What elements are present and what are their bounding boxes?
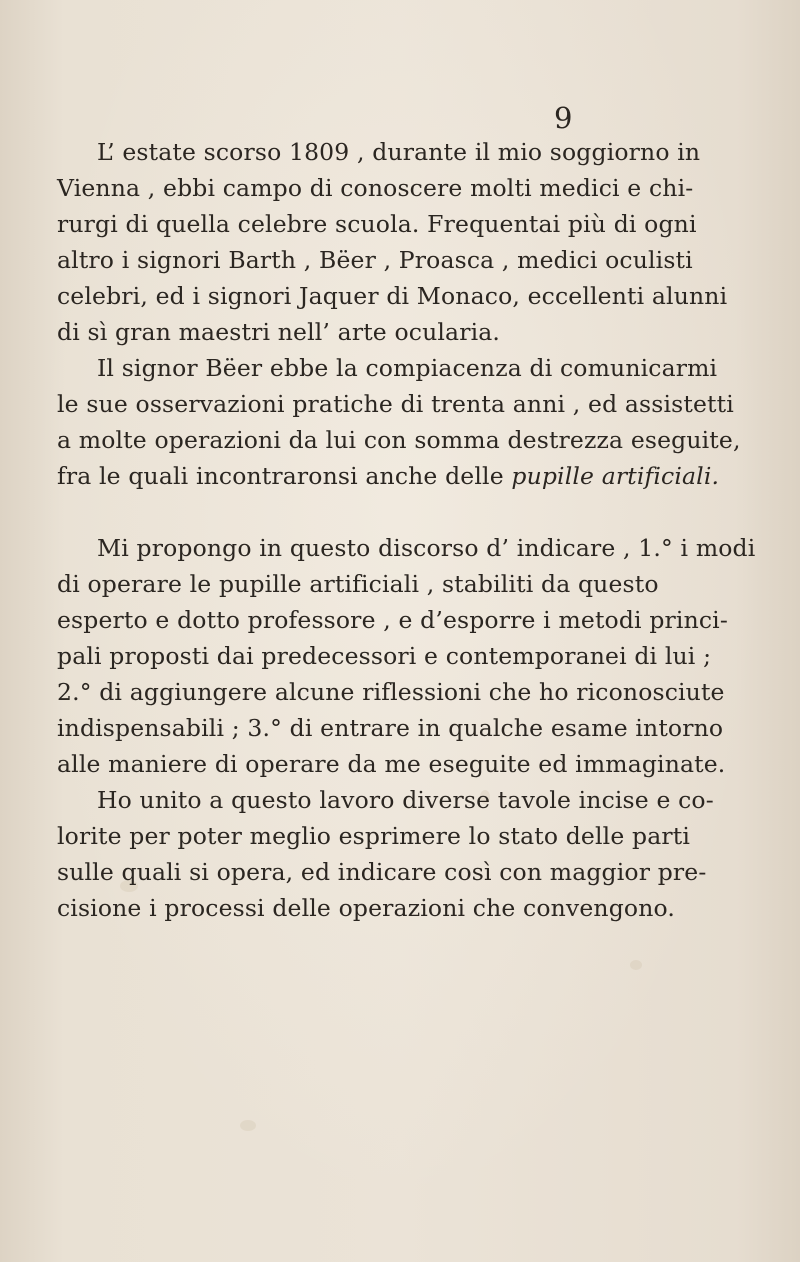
text-line: Vienna , ebbi campo di conoscere molti medici e chi- <box>57 174 694 202</box>
text-line: Ho unito a questo lavoro diverse tavole incise e co- <box>97 786 714 814</box>
text-line: esperto e dotto professore , e d’esporre i metodi princi- <box>57 606 728 634</box>
text-span: fra le quali incontraronsi anche delle <box>57 462 512 490</box>
text-line <box>57 459 719 493</box>
text-line: cisione i processi delle operazioni che convengono. <box>57 894 675 922</box>
text-line: 2.° di aggiungere alcune riflessioni che ho riconosciute <box>57 678 725 706</box>
text-line: le sue osservazioni pratiche di trenta anni , ed assistetti <box>57 390 734 418</box>
page-number: 9 <box>554 101 573 135</box>
text-line: L’ estate scorso 1809 , durante il mio soggiorno in <box>97 138 701 166</box>
text-line: di operare le pupille artificiali , stabiliti da questo <box>57 570 659 598</box>
text-line: Mi propongo in questo discorso d’ indicare , 1.° i modi <box>97 534 756 562</box>
text-line: sulle quali si opera, ed indicare così con maggior pre- <box>57 858 707 886</box>
text-line: celebri, ed i signori Jaquer di Monaco, eccellenti alunni <box>57 282 728 310</box>
text-line: Il signor Bëer ebbe la compiacenza di comunicarmi <box>97 354 718 382</box>
text-line: altro i signori Barth , Bëer , Proasca , medici oculisti <box>57 246 693 274</box>
text-line: di sì gran maestri nell’ arte ocularia. <box>57 318 501 346</box>
text-line: indispensabili ; 3.° di entrare in qualche esame intorno <box>57 714 724 742</box>
text-line: alle maniere di operare da me eseguite ed immaginate. <box>57 750 726 778</box>
text-line: pali proposti dai predecessori e contemporanei di lui ; <box>57 642 712 670</box>
text-line: lorite per poter meglio esprimere lo stato delle parti <box>57 822 690 850</box>
paper-stain <box>240 1120 256 1131</box>
italic-term: pupille artificiali. <box>511 462 720 490</box>
text-line: a molte operazioni da lui con somma destrezza eseguite, <box>57 426 741 454</box>
text-line: rurgi di quella celebre scuola. Frequentai più di ogni <box>57 210 697 238</box>
paper-stain <box>630 960 642 970</box>
